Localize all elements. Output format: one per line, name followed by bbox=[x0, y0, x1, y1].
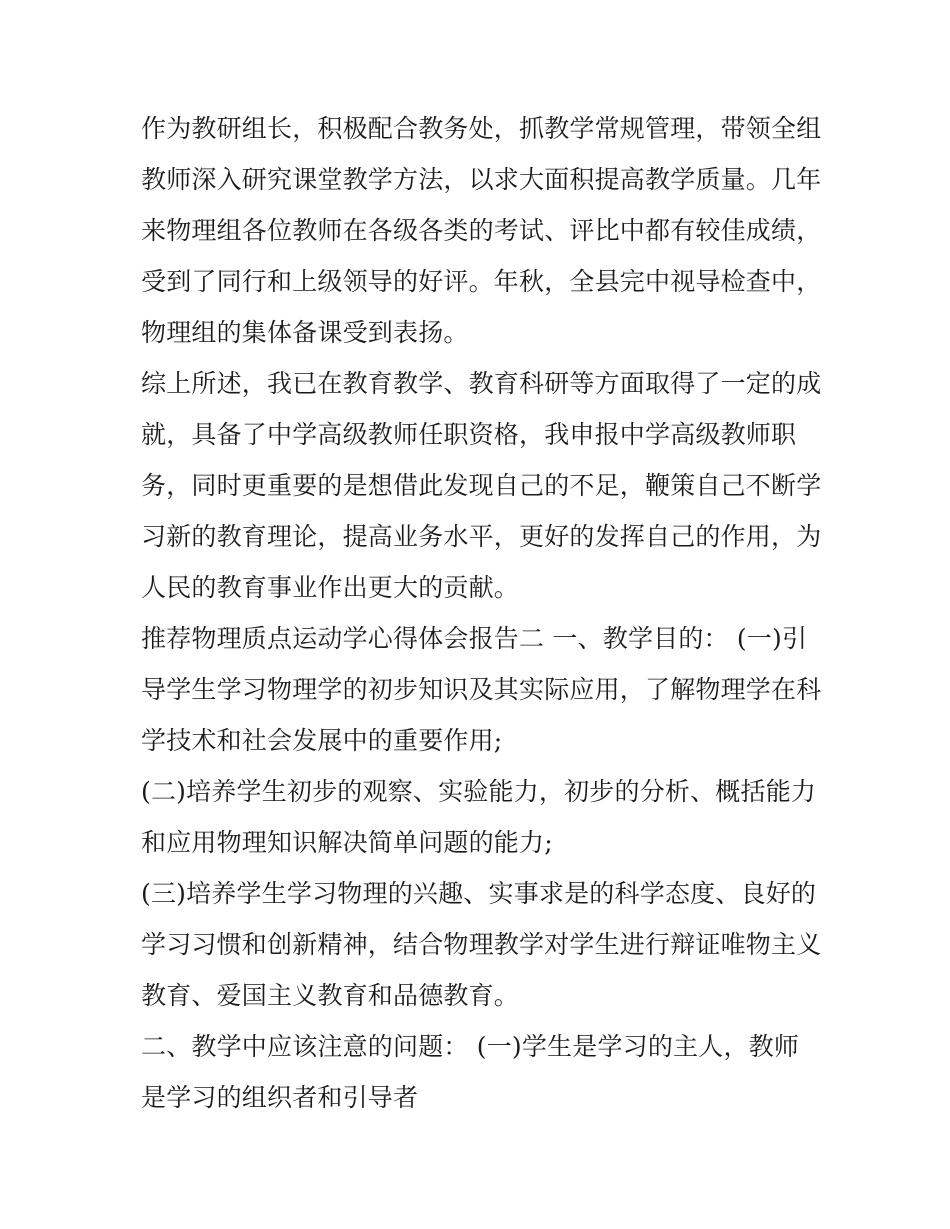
text-line: 学习习惯和创新精神，结合物理教学对学生进行辩证唯物主义 bbox=[141, 930, 822, 959]
text-line: 和应用物理知识解决简单问题的能力; bbox=[141, 828, 553, 857]
text-line: 受到了同行和上级领导的好评。年秋，全县完中视导检查中， bbox=[141, 267, 822, 296]
text-line: 二、教学中应该注意的问题： (一)学生是学习的主人，教师 bbox=[141, 1032, 800, 1061]
text-line: 物理组的集体备课受到表扬。 bbox=[141, 318, 469, 347]
text-line: (二)培养学生初步的观察、实验能力，初步的分析、概括能力 bbox=[141, 777, 817, 806]
text-line: 导学生学习物理学的初步知识及其实际应用，了解物理学在科 bbox=[141, 675, 822, 704]
text-line: 人民的教育事业作出更大的贡献。 bbox=[141, 573, 520, 602]
text-line: (三)培养学生学习物理的兴趣、实事求是的科学态度、良好的 bbox=[141, 879, 817, 908]
text-line: 作为教研组长，积极配合教务处，抓教学常规管理，带领全组 bbox=[141, 114, 822, 143]
text-line: 教育、爱国主义教育和品德教育。 bbox=[141, 981, 520, 1010]
text-line: 是学习的组织者和引导者 bbox=[141, 1083, 419, 1112]
text-line: 来物理组各位教师在各级各类的考试、评比中都有较佳成绩， bbox=[141, 216, 822, 245]
text-line: 习新的教育理论，提高业务水平，更好的发挥自己的作用，为 bbox=[141, 522, 822, 551]
text-line: 教师深入研究课堂教学方法，以求大面积提高教学质量。几年 bbox=[141, 165, 822, 194]
text-line: 务，同时更重要的是想借此发现自己的不足，鞭策自己不断学 bbox=[141, 471, 822, 500]
text-line: 就，具备了中学高级教师任职资格，我申报中学高级教师职 bbox=[141, 420, 797, 449]
text-line: 学技术和社会发展中的重要作用; bbox=[141, 726, 503, 755]
text-line: 推荐物理质点运动学心得体会报告二 一、教学目的： (一)引 bbox=[141, 624, 808, 653]
text-line: 综上所述，我已在教育教学、教育科研等方面取得了一定的成 bbox=[141, 369, 822, 398]
